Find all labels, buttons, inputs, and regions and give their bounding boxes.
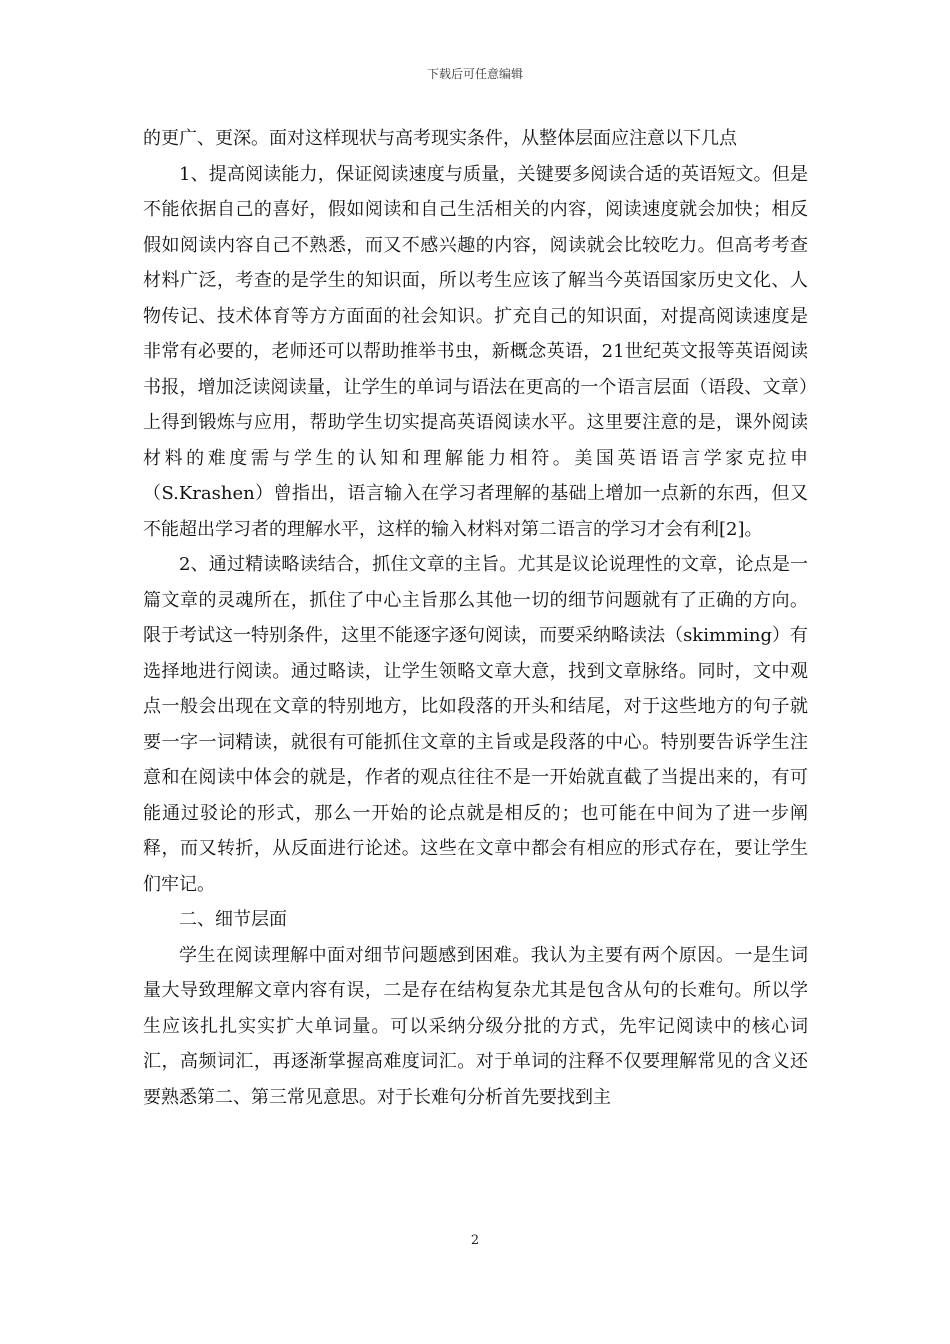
section-heading-details: 二、细节层面 [179, 909, 287, 930]
page-header: 下载后可任意编辑 [426, 67, 523, 81]
paragraph-continuation: 的更广、更深。面对这样现状与高考现实条件，从整体层面应注意以下几点 [143, 128, 737, 149]
paragraph-point-2: 2、通过精读略读结合，抓住文章的主旨。尤其是议论说理性的文章，论点是一篇文章的灵魂所在，抓住了中心主旨那么其他一切的细节问题就有了正确的方向。限于考试这一特别条件，这里不能逐字逐句阅读，而要采纳略读法（skimming）有选择地进行阅读。通过略读，让学生领略文章大意，找到文章脉络。同时，文中观点一般会出现在文章的特别地方，比如段落的开头和结尾，对于这些地方的句子就要一字一词精读，就很有可能抓住文章的主旨或是段落的中心。特别要告诉学生注意和在阅读中体会的就是，作者的观点往往不是一开始就直截了当提出来的，有可能通过驳论的形式，那么一开始的论点就是相反的；也可能在中间为了进一步阐释，而又转折，从反面进行论述。这些在文章中都会有相应的形式存在，要让学生们牢记。 [143, 554, 808, 895]
document-body [143, 121, 808, 1115]
paragraph-details: 学生在阅读理解中面对细节问题感到困难。我认为主要有两个原因。一是生词量大导致理解文章内容有误，二是存在结构复杂尤其是包含从句的长难句。所以学生应该扎扎实实扩大单词量。可以采纳分级分批的方式，先牢记阅读中的核心词汇，高频词汇，再逐渐掌握高难度词汇。对于单词的注释不仅要理解常见的含义还要熟悉第二、第三常见意思。对于长难句分析首先要找到主 [143, 944, 808, 1108]
page-number: 2 [470, 1233, 480, 1248]
paragraph-point-1: 1、提高阅读能力，保证阅读速度与质量，关键要多阅读合适的英语短文。但是不能依据自己的喜好，假如阅读和自己生活相关的内容，阅读速度就会加快；相反假如阅读内容自己不熟悉，而又不感兴趣的内容，阅读就会比较吃力。但高考考查材料广泛，考查的是学生的知识面，所以考生应该了解当今英语国家历史文化、人物传记、技术体育等方方面面的社会知识。扩充自己的知识面，对提高阅读速度是非常有必要的，老师还可以帮助推举书虫，新概念英语，21世纪英文报等英语阅读书报，增加泛读阅读量，让学生的单词与语法在更高的一个语言层面（语段、文章）上得到锻炼与应用，帮助学生切实提高英语阅读水平。这里要注意的是，课外阅读材料的难度需与学生的认知和理解能力相符。美国英语语言学家克拉申（S.Krashen）曾指出，语言输入在学习者理解的基础上增加一点新的东西，但又不能超出学习者的理解水平，这样的输入材料对第二语言的学习才会有利[2]。 [143, 163, 808, 540]
